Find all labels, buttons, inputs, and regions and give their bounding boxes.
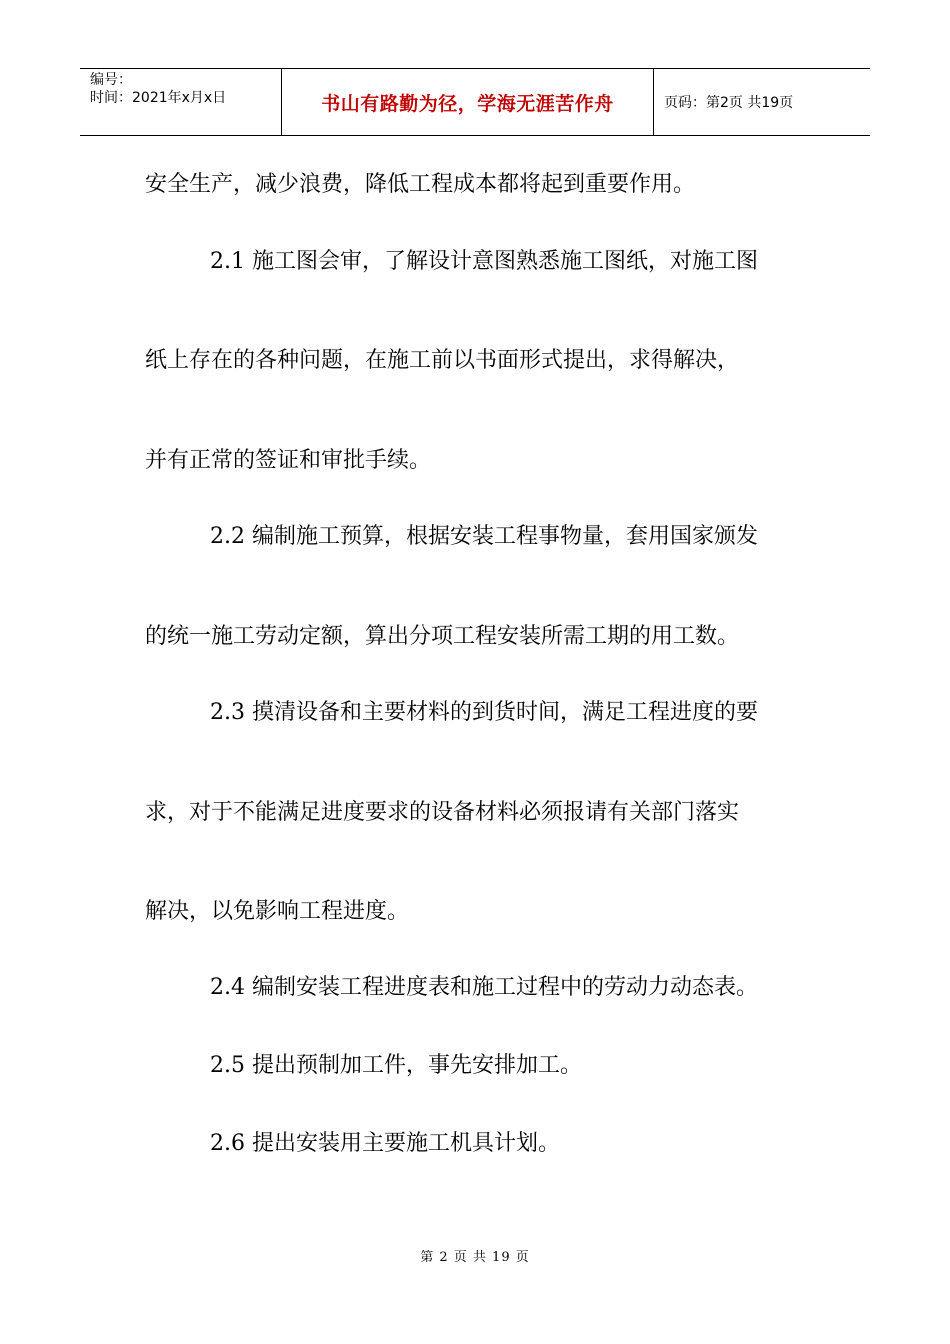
body-line-6: 的统一施工劳动定额，算出分项工程安装所需工期的用工数。 <box>145 624 740 649</box>
header-page-info-cell <box>654 69 870 135</box>
body-line-3: 纸上存在的各种问题，在施工前以书面形式提出，求得解决， <box>145 348 740 373</box>
footer-page-number: 第 2 页 共 19 页 <box>420 1250 530 1265</box>
body-line-10: 2.4 编制安装工程进度表和施工过程中的劳动力动态表。 <box>210 975 758 1000</box>
page-footer <box>0 1246 950 1265</box>
header-page-info: 页码：第2页 共19页 <box>664 95 794 111</box>
body-line-8: 求，对于不能满足进度要求的设备材料必须报请有关部门落实 <box>145 800 740 825</box>
body-line-4: 并有正常的签证和审批手续。 <box>145 448 432 473</box>
body-line-9: 解决，以免影响工程进度。 <box>145 899 410 924</box>
document-date: 时间：2021年x月x日 <box>90 90 227 106</box>
body-line-12: 2.6 提出安装用主要施工机具计划。 <box>210 1131 560 1156</box>
header-motto-cell <box>282 69 654 135</box>
header-meta <box>80 69 282 135</box>
body-line-1: 安全生产，减少浪费，降低工程成本都将起到重要作用。 <box>145 172 696 197</box>
document-header <box>80 68 870 136</box>
body-line-7: 2.3 摸清设备和主要材料的到货时间，满足工程进度的要 <box>210 700 758 725</box>
body-line-2: 2.1 施工图会审，了解设计意图熟悉施工图纸，对施工图 <box>210 249 758 274</box>
header-motto: 书山有路勤为径，学海无涯苦作舟 <box>321 92 614 115</box>
document-number-label: 编号： <box>90 72 132 88</box>
body-line-11: 2.5 提出预制加工件，事先安排加工。 <box>210 1053 582 1078</box>
body-line-5: 2.2 编制施工预算，根据安装工程事物量，套用国家颁发 <box>210 524 758 549</box>
